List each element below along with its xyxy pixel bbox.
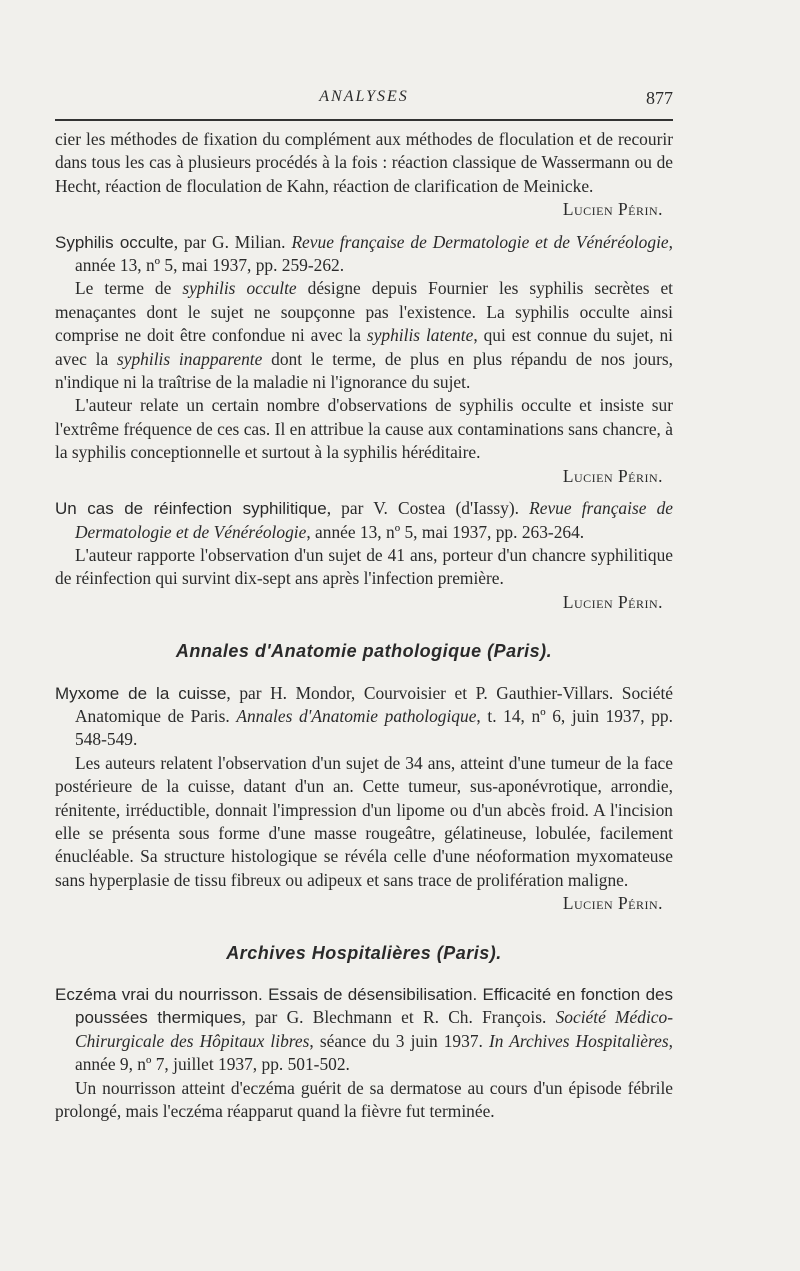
section-heading-annales: Annales d'Anatomie pathologique (Paris). bbox=[175, 641, 553, 662]
entry-authors: , par G. Milian. bbox=[173, 231, 286, 252]
entry-details: , année 9, nº 7, juillet 1937, pp. 501-502. bbox=[75, 1030, 673, 1075]
text-run: Le terme de bbox=[75, 278, 183, 299]
entry-paragraph: Un nourrisson atteint d'eczéma guérit de sa dermatose au cours d'un épisode fébrile prolongé, mais l'eczéma réapparut quand la fièvre fut terminée. bbox=[55, 1077, 673, 1122]
entry-journal: In Archives Hospitalières bbox=[488, 1030, 669, 1051]
entry-citation bbox=[55, 497, 673, 544]
signature: Lucien Périn. bbox=[562, 465, 663, 486]
signature: Lucien Périn. bbox=[562, 591, 663, 612]
section-heading-archives: Archives Hospitalières (Paris). bbox=[226, 942, 502, 963]
entry-authors: , par H. Mondor, Courvoisier et P. Gauthier-Villars. Société Anatomique de Paris. bbox=[75, 682, 673, 726]
entry-paragraph: Les auteurs relatent l'observation d'un sujet de 34 ans, atteint d'une tumeur de la face postérieure de la cuisse, datant d'un an. Cette tumeur, sus-aponévrotique, arrondie, rénitente, irréductible, donnait l'impression d'un lipome ou d'un abcès froid. A l'incision elle se présenta sous forme d'une masse rougeâtre, gélatineuse, lobulée, facilement énucléable. Sa structure histologique se révéla celle d'une néoformation myxomateuse sans hyperplasie de tissu fibreux ou adipeux et sans trace de prolifération maligne. bbox=[55, 752, 673, 890]
entry-journal: Revue française de Dermatologie et de Vénéréologie bbox=[75, 498, 673, 542]
text-run: désigne depuis Fournier les syphilis secrètes et menaçantes dont le sujet ne soupçonne pas l'existence. La syphilis occulte ainsi comprise ne doit être confondue ni avec la bbox=[55, 278, 674, 346]
italic-term: syphilis latente bbox=[366, 325, 474, 346]
entry-journal: Annales d'Anatomie pathologique bbox=[236, 705, 477, 726]
entry-authors: , par G. Blechmann et R. Ch. François. bbox=[241, 1007, 556, 1028]
entry-title: Un cas de réinfection syphilitique bbox=[55, 499, 327, 519]
entry-title: Myxome de la cuisse bbox=[55, 683, 227, 703]
entry-details: , séance du 3 juin 1937. bbox=[309, 1030, 489, 1051]
entry-journal: Société Médico-Chirurgicale des Hôpitaux libres bbox=[75, 1007, 673, 1051]
italic-term: syphilis inapparente bbox=[117, 348, 263, 369]
italic-term: syphilis occulte bbox=[182, 278, 297, 299]
entry-journal: Revue française de Dermatologie et de Vénéréologie bbox=[291, 231, 669, 252]
entry-details: , année 13, nº 5, mai 1937, pp. 263-264. bbox=[306, 521, 585, 542]
entry-citation bbox=[55, 983, 673, 1077]
running-head bbox=[55, 88, 673, 112]
entry-title: Eczéma vrai du nourrisson. Essais de désensibilisation. Efficacité en fonction des poussées thermiques bbox=[55, 985, 673, 1028]
entry-authors: , par V. Costea (d'Iassy). bbox=[326, 498, 519, 519]
text-run: , qui est connue du sujet, ni avec la bbox=[55, 325, 674, 369]
page-number: 877 bbox=[646, 88, 673, 108]
entry-details: , année 13, nº 5, mai 1937, pp. 259-262. bbox=[75, 231, 673, 276]
entry-title: Syphilis occulte bbox=[55, 232, 174, 252]
text-run: dont le terme, de plus en plus répandu de nos jours, n'indique ni la traîtrise de la maladie ni l'ignorance du sujet. bbox=[55, 348, 674, 393]
page-content bbox=[55, 128, 673, 1123]
entry-paragraph: L'auteur rapporte l'observation d'un sujet de 41 ans, porteur d'un chancre syphilitique de réinfection qui survint dix-sept ans après l'infection première. bbox=[55, 544, 673, 589]
signature: Lucien Périn. bbox=[562, 199, 663, 220]
entry-citation bbox=[55, 682, 673, 752]
entry-reinfection-syphilitique bbox=[55, 497, 673, 614]
running-title: ANALYSES bbox=[319, 88, 409, 105]
entry-details: , t. 14, nº 6, juin 1937, pp. 548-549. bbox=[75, 705, 673, 750]
signature: Lucien Périn. bbox=[562, 893, 663, 914]
entry-myxome-cuisse bbox=[55, 682, 673, 916]
opening-paragraph bbox=[55, 128, 673, 222]
entry-paragraph bbox=[55, 277, 673, 394]
entry-syphilis-occulte bbox=[55, 231, 673, 488]
opening-text: cier les méthodes de fixation du complément aux méthodes de floculation et de recourir dans tous les cas à plusieurs procédés à la fois : réaction classique de Wassermann ou de Hecht, réaction de floculation de Kahn, réaction de clarification de Meinicke. bbox=[55, 129, 673, 196]
entry-citation bbox=[55, 231, 673, 278]
entry-eczema-nourrisson bbox=[55, 983, 673, 1123]
entry-paragraph: L'auteur relate un certain nombre d'observations de syphilis occulte et insiste sur l'extrême fréquence de ces cas. Il en attribue la cause aux contaminations sans chancre, à la syphilis conceptionnelle et surtout à la syphilis héréditaire. bbox=[55, 395, 673, 463]
header-rule bbox=[55, 119, 673, 121]
